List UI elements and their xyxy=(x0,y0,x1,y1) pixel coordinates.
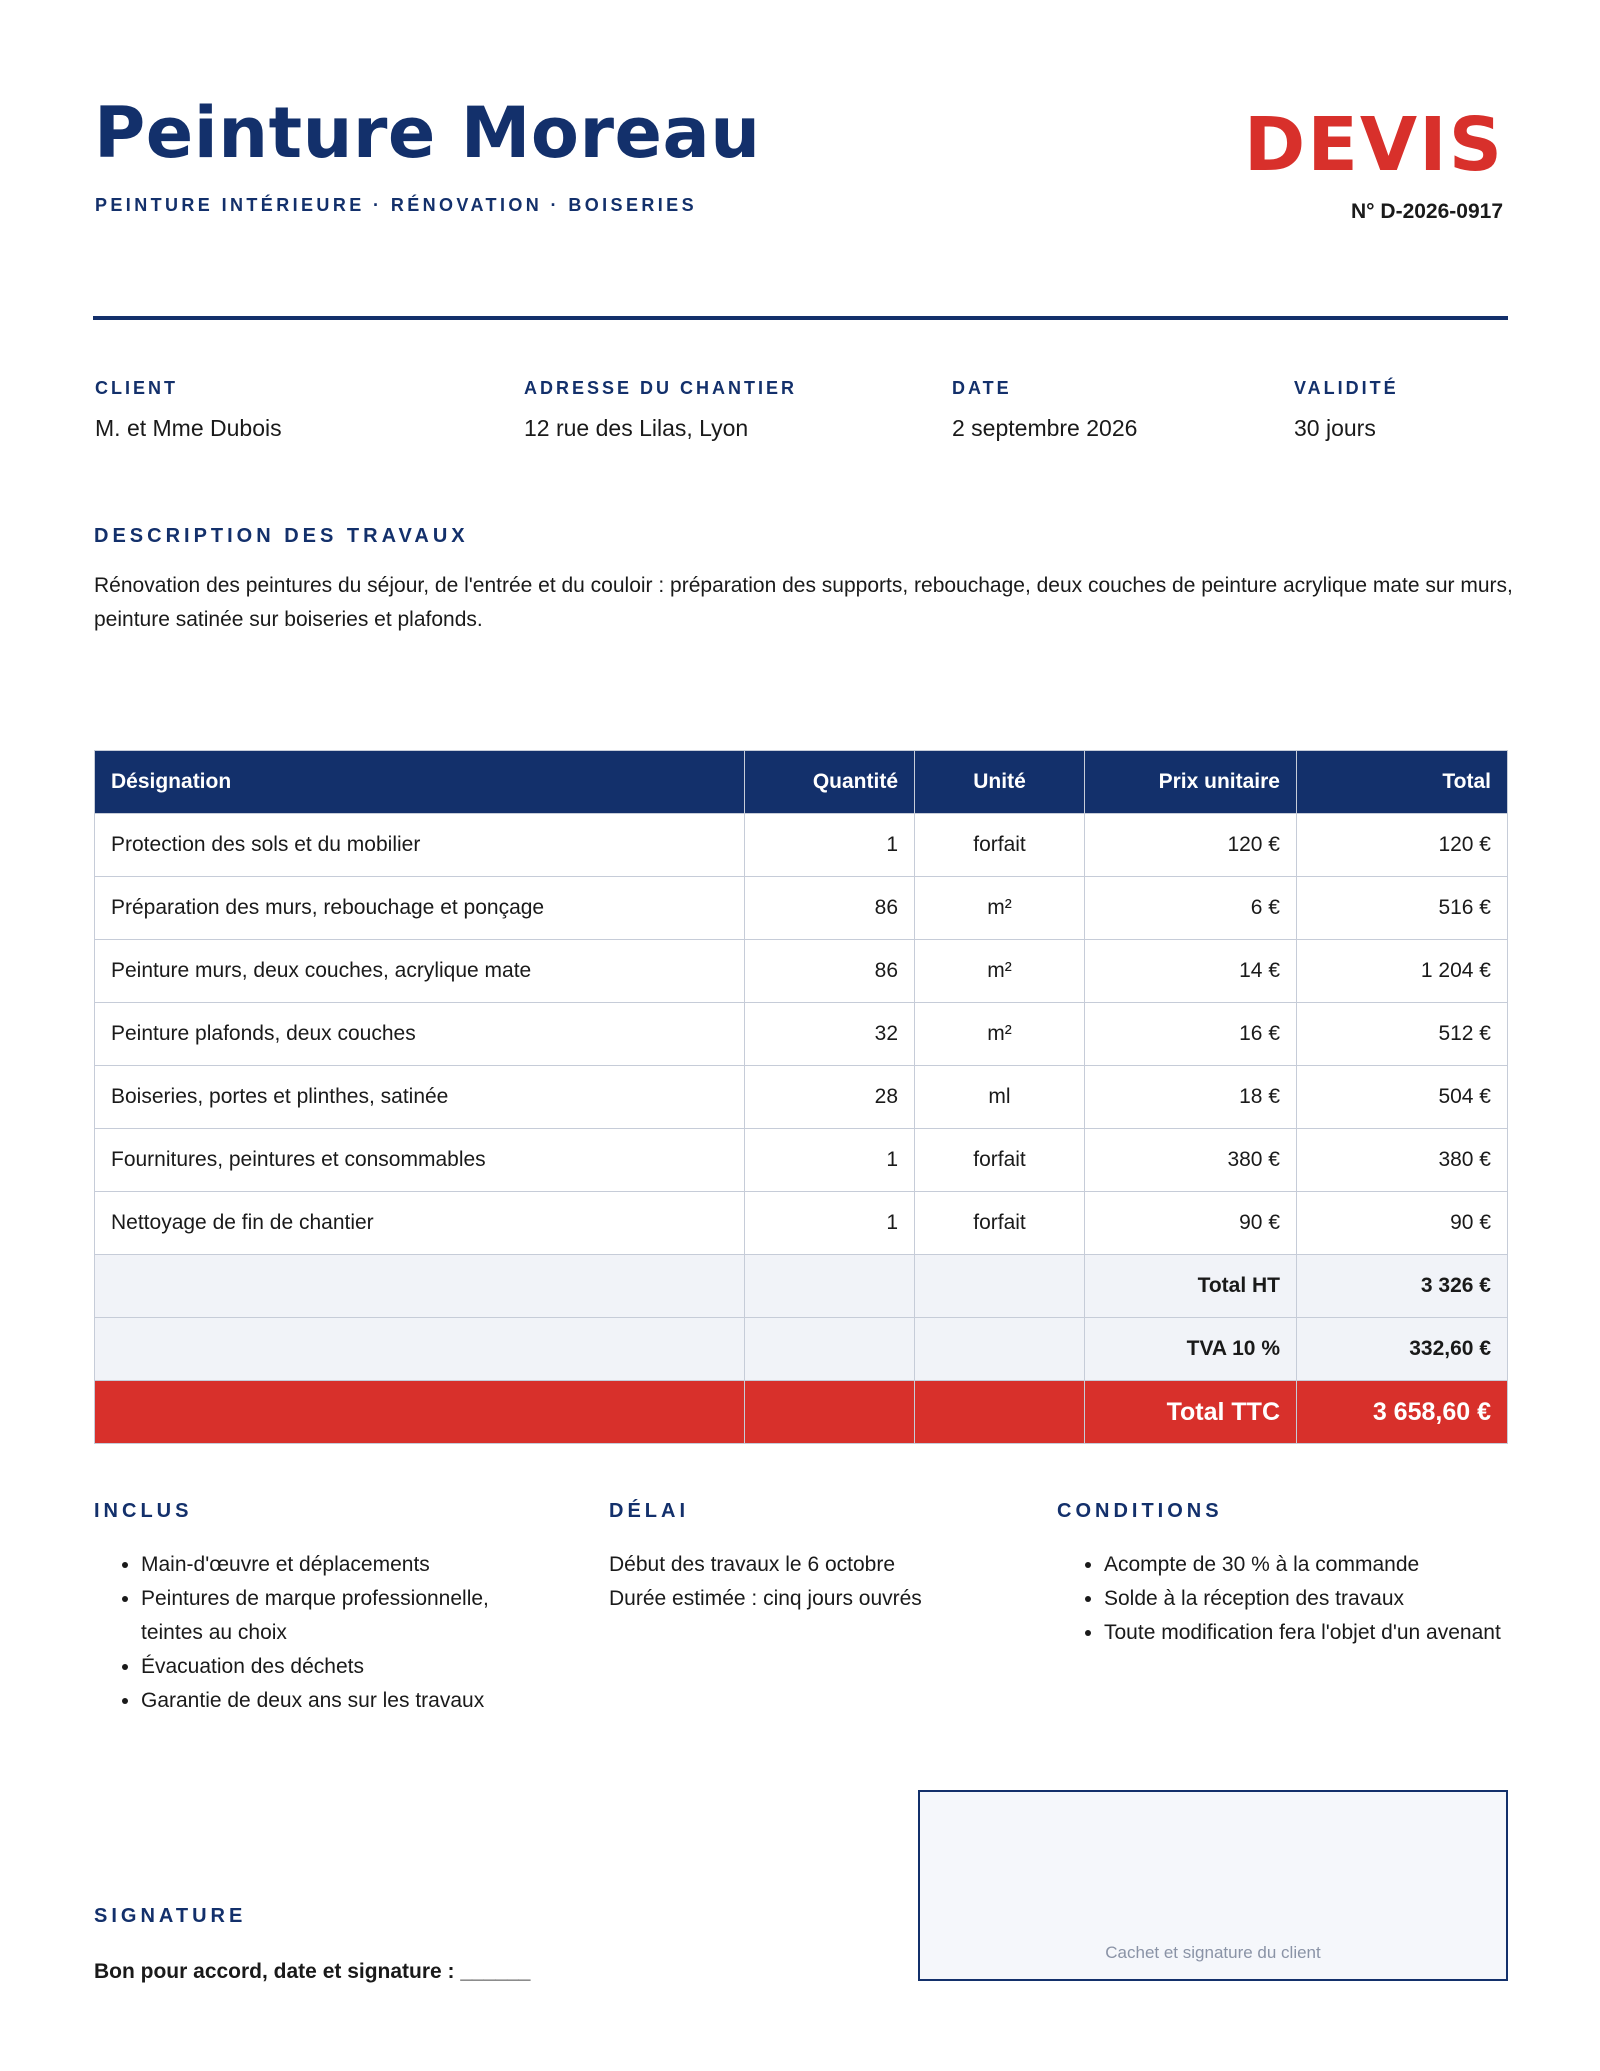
cell-unit: ml xyxy=(915,1066,1085,1129)
conditions-list xyxy=(1057,1548,1597,1650)
client-stamp-box xyxy=(918,1790,1508,1981)
cell-total: 516 € xyxy=(1297,877,1508,940)
meta-label: ADRESSE DU CHANTIER xyxy=(524,378,798,398)
grand-total-label: Total TTC xyxy=(1085,1381,1297,1444)
list-item: • Solde à la réception des travaux xyxy=(1104,1582,1597,1616)
cell-designation: Protection des sols et du mobilier xyxy=(95,814,745,877)
list-item: • Peintures de marque professionnelle, teintes au choix xyxy=(141,1582,554,1650)
cell-quantity: 86 xyxy=(745,877,915,940)
cell-unit-price: 16 € xyxy=(1085,1003,1297,1066)
meta-label: DATE xyxy=(952,378,1012,398)
list-item: • Garantie de deux ans sur les travaux xyxy=(141,1684,554,1718)
cell-quantity: 1 xyxy=(745,1192,915,1255)
header-unit: Unité xyxy=(915,751,1085,814)
works-description xyxy=(94,525,1514,637)
cell-total: 380 € xyxy=(1297,1129,1508,1192)
tax-label: TVA 10 % xyxy=(1085,1318,1297,1381)
meta-validity xyxy=(1294,378,1399,442)
cell-unit-price: 18 € xyxy=(1085,1066,1297,1129)
table-row xyxy=(95,940,1508,1003)
signature-line: Bon pour accord, date et signature : ______ xyxy=(94,1960,531,1983)
cell-unit: m² xyxy=(915,1003,1085,1066)
meta-client xyxy=(95,378,282,442)
cell-total: 90 € xyxy=(1297,1192,1508,1255)
section-title: SIGNATURE xyxy=(94,1905,247,1927)
meta-value: 2 septembre 2026 xyxy=(952,415,1138,441)
included-section xyxy=(94,1500,554,1718)
meta-value: M. et Mme Dubois xyxy=(95,415,282,441)
empty-cell xyxy=(915,1381,1085,1444)
cell-designation: Peinture murs, deux couches, acrylique mate xyxy=(95,940,745,1003)
empty-cell xyxy=(95,1381,745,1444)
cell-unit-price: 6 € xyxy=(1085,877,1297,940)
subtotal-value: 3 326 € xyxy=(1297,1255,1508,1318)
header-divider xyxy=(93,316,1508,320)
empty-cell xyxy=(95,1255,745,1318)
header-total: Total xyxy=(1297,751,1508,814)
included-list xyxy=(94,1548,554,1718)
empty-cell xyxy=(915,1255,1085,1318)
list-item: • Acompte de 30 % à la commande xyxy=(1104,1548,1597,1582)
cell-total: 512 € xyxy=(1297,1003,1508,1066)
subtotal-label: Total HT xyxy=(1085,1255,1297,1318)
cell-total: 504 € xyxy=(1297,1066,1508,1129)
section-title: DÉLAI xyxy=(609,1500,689,1522)
empty-cell xyxy=(915,1318,1085,1381)
cell-designation: Préparation des murs, rebouchage et ponçage xyxy=(95,877,745,940)
table-row xyxy=(95,814,1508,877)
company-tagline: PEINTURE INTÉRIEURE · RÉNOVATION · BOISERIES xyxy=(95,195,697,215)
delay-line: Début des travaux le 6 octobre xyxy=(609,1553,896,1576)
header-unit-price: Prix unitaire xyxy=(1085,751,1297,814)
meta-label: CLIENT xyxy=(95,378,178,398)
table-row xyxy=(95,1003,1508,1066)
tax-row xyxy=(95,1318,1508,1381)
document-number: N° D-2026-0917 xyxy=(1351,200,1503,223)
grand-total-row xyxy=(95,1381,1508,1444)
table-row xyxy=(95,877,1508,940)
table-row xyxy=(95,1192,1508,1255)
header-quantity: Quantité xyxy=(745,751,915,814)
table-row xyxy=(95,1066,1508,1129)
cell-designation: Peinture plafonds, deux couches xyxy=(95,1003,745,1066)
signature-section xyxy=(94,1905,530,1984)
tax-value: 332,60 € xyxy=(1297,1318,1508,1381)
cell-unit-price: 380 € xyxy=(1085,1129,1297,1192)
cell-quantity: 28 xyxy=(745,1066,915,1129)
header-designation: Désignation xyxy=(95,751,745,814)
cell-total: 120 € xyxy=(1297,814,1508,877)
cell-unit: m² xyxy=(915,877,1085,940)
description-text: Rénovation des peintures du séjour, de l'entrée et du couloir : préparation des supports, rebouchage, deux couches de peinture acrylique mate sur murs, peinture satinée sur boiseries et plafonds. xyxy=(94,574,1513,631)
subtotal-row xyxy=(95,1255,1508,1318)
cell-quantity: 86 xyxy=(745,940,915,1003)
cell-quantity: 1 xyxy=(745,1129,915,1192)
meta-value: 30 jours xyxy=(1294,415,1376,441)
cell-unit: forfait xyxy=(915,1192,1085,1255)
cell-quantity: 32 xyxy=(745,1003,915,1066)
empty-cell xyxy=(745,1318,915,1381)
grand-total-value: 3 658,60 € xyxy=(1297,1381,1508,1444)
meta-value: 12 rue des Lilas, Lyon xyxy=(524,415,749,441)
cell-quantity: 1 xyxy=(745,814,915,877)
stamp-caption: Cachet et signature du client xyxy=(1105,1943,1321,1962)
table-header-row xyxy=(95,751,1508,814)
empty-cell xyxy=(95,1318,745,1381)
list-item: • Toute modification fera l'objet d'un avenant xyxy=(1104,1616,1597,1650)
delay-text xyxy=(609,1548,1009,1616)
cell-designation: Boiseries, portes et plinthes, satinée xyxy=(95,1066,745,1129)
conditions-section xyxy=(1057,1500,1597,1650)
cell-designation: Fournitures, peintures et consommables xyxy=(95,1129,745,1192)
section-title: DESCRIPTION DES TRAVAUX xyxy=(94,525,469,547)
section-title: CONDITIONS xyxy=(1057,1500,1223,1522)
cell-total: 1 204 € xyxy=(1297,940,1508,1003)
document-type: DEVIS xyxy=(1243,102,1504,188)
delay-line: Durée estimée : cinq jours ouvrés xyxy=(609,1587,922,1610)
cell-designation: Nettoyage de fin de chantier xyxy=(95,1192,745,1255)
empty-cell xyxy=(745,1255,915,1318)
section-title: INCLUS xyxy=(94,1500,193,1522)
meta-date xyxy=(952,378,1137,442)
list-item: • Main-d'œuvre et déplacements xyxy=(141,1548,554,1582)
cell-unit: m² xyxy=(915,940,1085,1003)
cell-unit-price: 120 € xyxy=(1085,814,1297,877)
quote-table xyxy=(94,750,1508,1444)
cell-unit-price: 14 € xyxy=(1085,940,1297,1003)
table-row xyxy=(95,1129,1508,1192)
cell-unit-price: 90 € xyxy=(1085,1192,1297,1255)
list-item: • Évacuation des déchets xyxy=(141,1650,554,1684)
delay-section xyxy=(609,1500,1009,1616)
meta-site-address xyxy=(524,378,797,442)
empty-cell xyxy=(745,1381,915,1444)
meta-label: VALIDITÉ xyxy=(1294,378,1399,398)
cell-unit: forfait xyxy=(915,814,1085,877)
cell-unit: forfait xyxy=(915,1129,1085,1192)
company-name: Peinture Moreau xyxy=(94,92,761,174)
